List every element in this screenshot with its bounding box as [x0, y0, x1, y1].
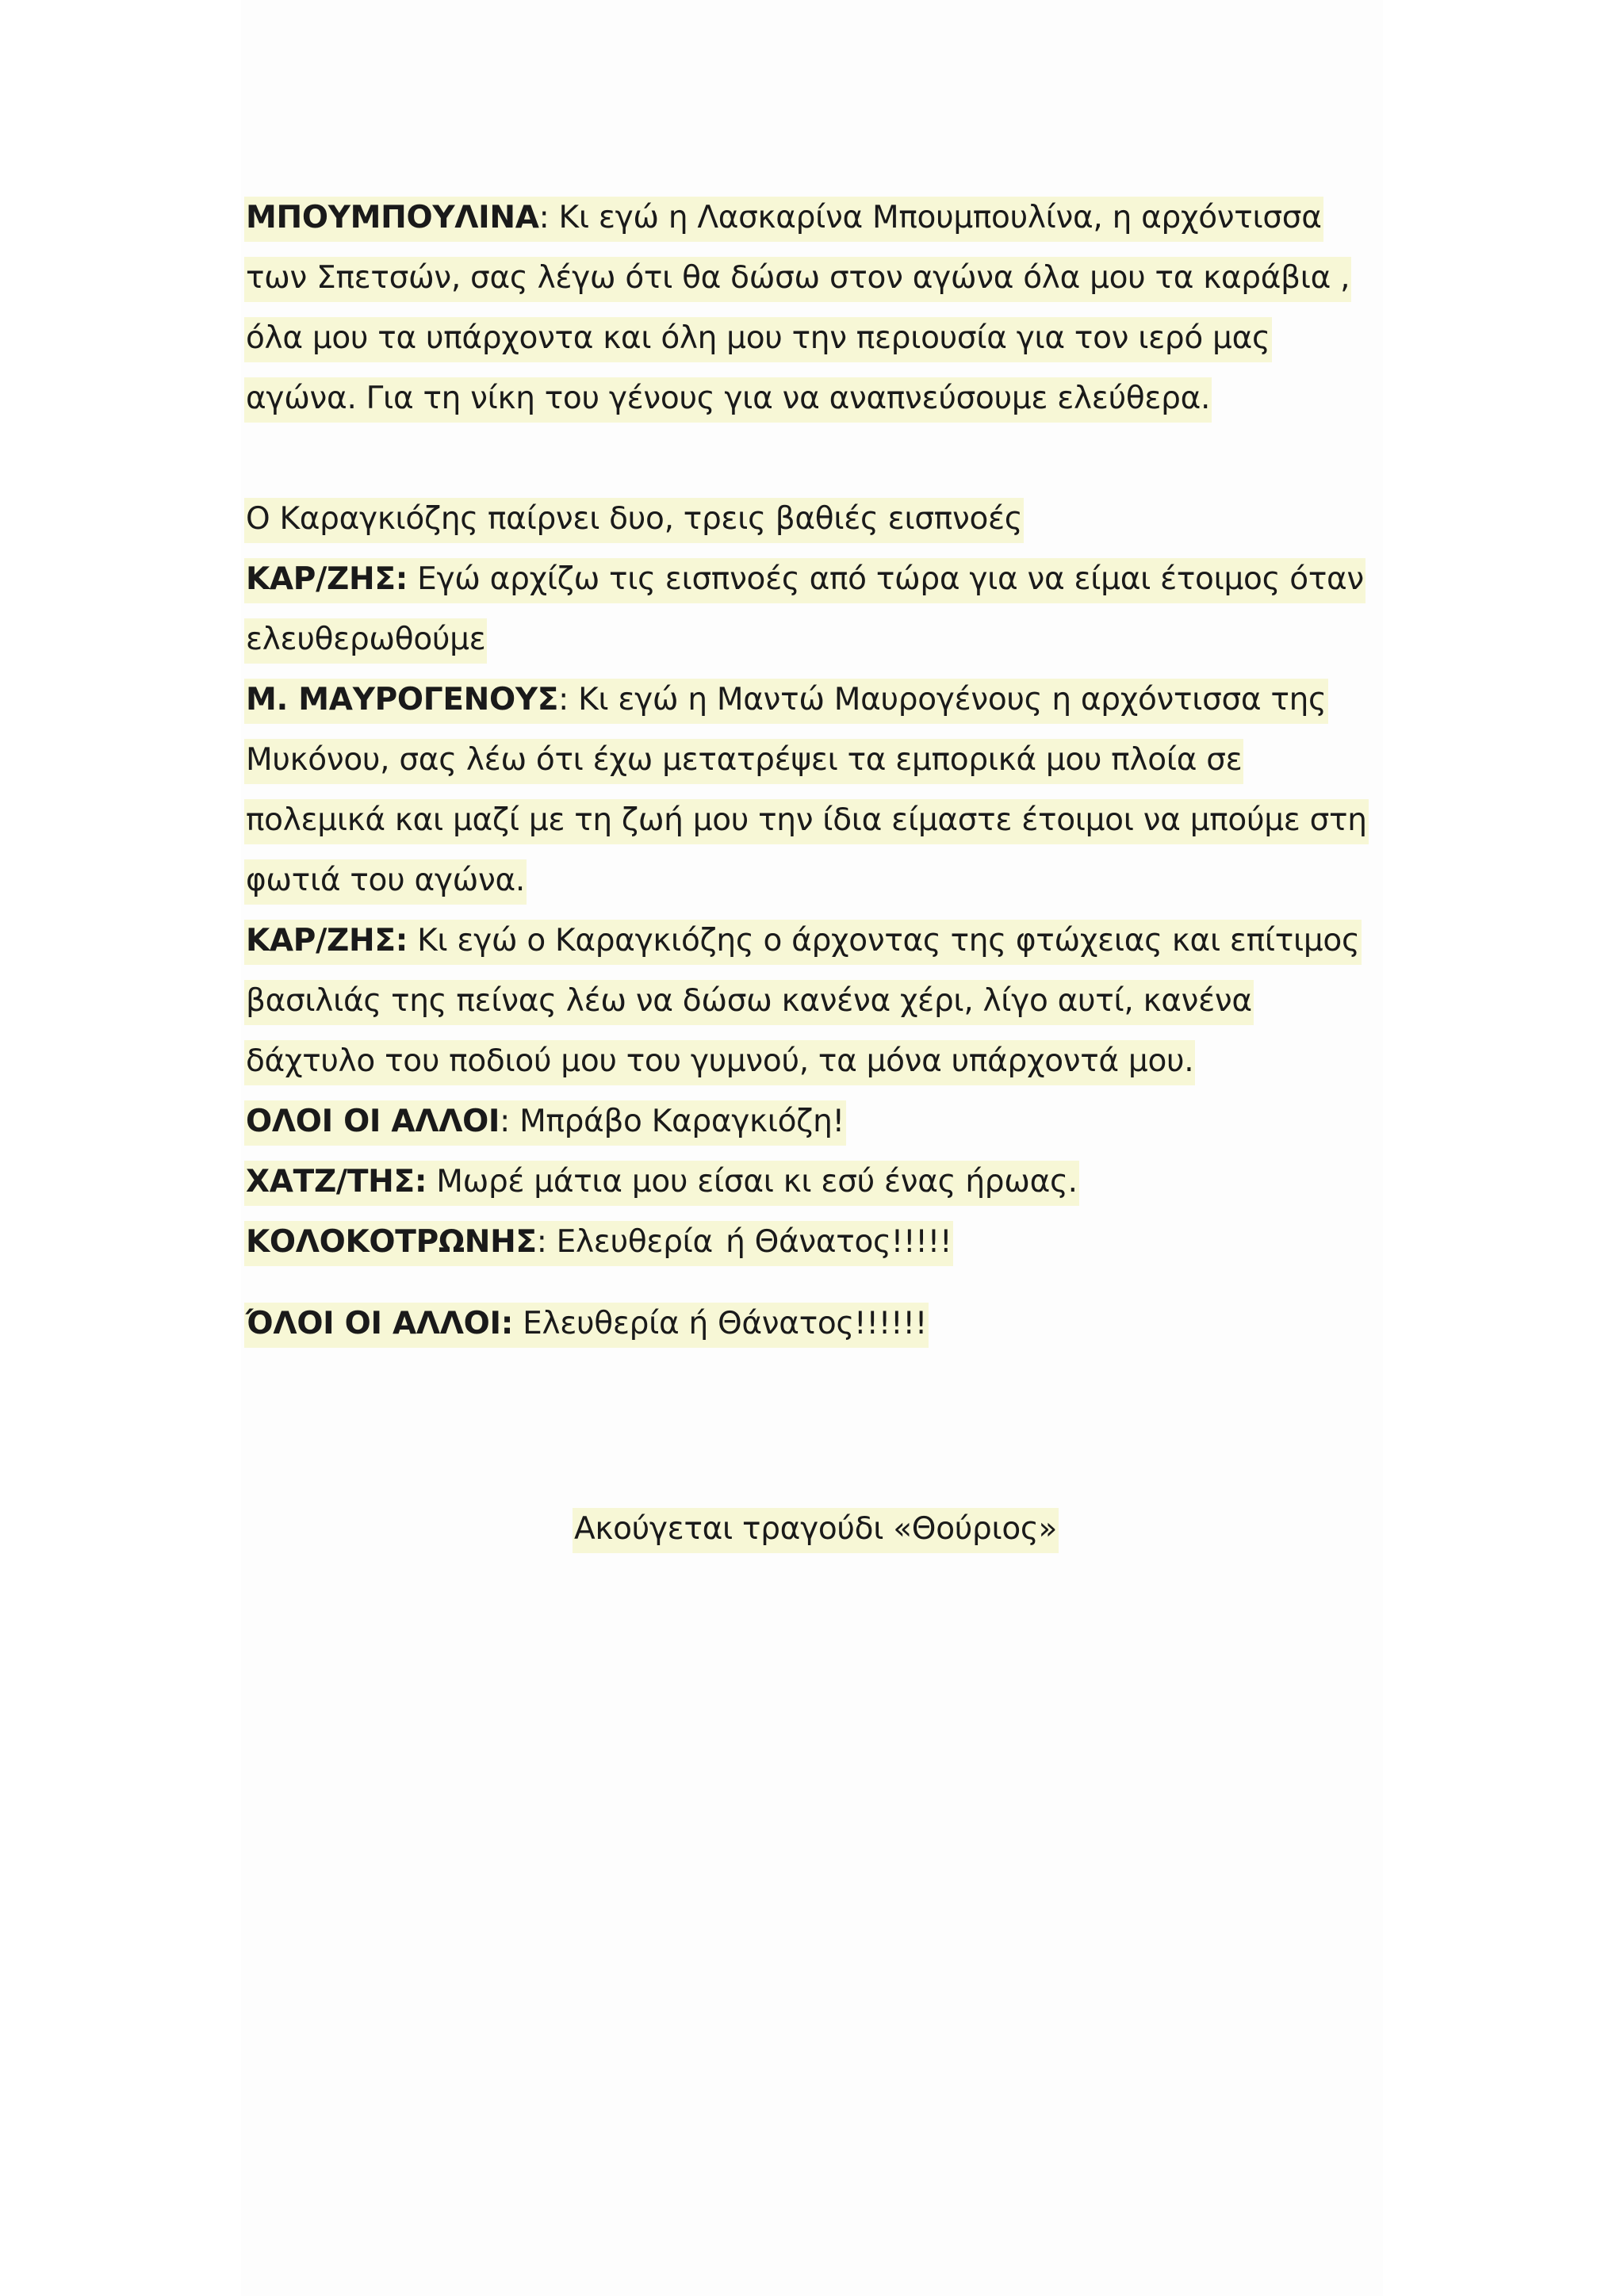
dialogue-text: δάχτυλο του ποδιού μου του γυμνού, τα μόνα υπάρχοντά μου. — [244, 1040, 1195, 1085]
dialogue-text: : Μπράβο Καραγκιόζη! — [500, 1104, 845, 1139]
speaker-name: ΟΛΟΙ ΟΙ ΑΛΛΟΙ — [246, 1104, 500, 1139]
dialogue-text: φωτιά του αγώνα. — [244, 859, 527, 905]
dialogue-text: αγώνα. Για τη νίκη του γένους για να αναπνεύσουμε ελεύθερα. — [244, 377, 1212, 423]
dialogue-text: : Ελευθερία — [536, 1224, 713, 1260]
stage-direction-text: Ο Καραγκιόζης παίρνει δυο, τρεις βαθιές εισπνοές — [244, 498, 1024, 543]
dialogue-line — [244, 1294, 929, 1354]
speaker-name: ΌΛΟΙ ΟΙ ΑΛΛΟΙ: — [246, 1306, 514, 1341]
dialogue-line — [244, 851, 527, 911]
dialogue-text: Ελευθερία ή Θάνατος!!!!!! — [513, 1306, 928, 1341]
speaker-name: ΚΟΛΟΚΟΤΡΩΝΗΣ — [246, 1224, 537, 1260]
dialogue-text: των Σπετσών, σας λέγω ότι θα δώσω στον αγώνα όλα μου τα καράβια , — [244, 257, 1351, 302]
dialogue-text: πολεμικά και μαζί με τη ζωή μου την ίδια είμαστε έτοιμοι να μπούμε στη — [244, 799, 1369, 844]
speaker-name: ΧΑΤΖ/ΤΗΣ: — [246, 1164, 427, 1200]
dialogue-line — [244, 971, 1254, 1031]
dialogue-line — [244, 1092, 846, 1152]
stage-direction — [244, 489, 1024, 549]
dialogue-line — [244, 610, 487, 670]
dialogue-line — [244, 1212, 953, 1272]
dialogue-text: : Κι εγώ η Λασκαρίνα Μπουμπουλίνα, η αρχόντισσα — [538, 200, 1322, 235]
speaker-name: ΚΑΡ/ΖΗΣ: — [246, 923, 408, 959]
speaker-name: ΜΠΟΥΜΠΟΥΛΙΝΑ — [246, 200, 539, 235]
dialogue-line — [244, 730, 1243, 790]
dialogue-text: όλα μου τα υπάρχοντα και όλη μου την περιουσία για τον ιερό μας — [244, 317, 1272, 362]
dialogue-line — [244, 308, 1272, 369]
dialogue-text: : Κι εγώ η Μαντώ Μαυρογένους η αρχόντισσα της — [558, 682, 1327, 718]
dialogue-line — [244, 670, 1328, 730]
dialogue-line — [244, 911, 1362, 971]
dialogue-line — [244, 549, 1365, 610]
dialogue-text: ή Θάνατος!!!!! — [714, 1221, 953, 1266]
speaker-name: Μ. ΜΑΥΡΟΓΕΝΟΥΣ — [246, 682, 559, 718]
closing-stage-direction — [573, 1499, 1059, 1559]
dialogue-text: Κι εγώ ο Καραγκιόζης ο άρχοντας της φτώχειας και επίτιμος — [408, 923, 1360, 959]
dialogue-text: Μωρέ μάτια μου είσαι κι εσύ ένας ήρωας. — [427, 1164, 1078, 1200]
dialogue-line — [244, 248, 1351, 308]
dialogue-text: Μυκόνου, σας λέω ότι έχω μετατρέψει τα εμπορικά μου πλοία σε — [244, 739, 1243, 784]
dialogue-text: Εγώ αρχίζω τις εισπνοές από τώρα για να είμαι έτοιμος όταν — [408, 561, 1364, 597]
dialogue-text: ελευθερωθούμε — [244, 618, 487, 664]
dialogue-line — [244, 369, 1212, 429]
dialogue-line — [244, 790, 1369, 851]
stage-direction-text: Ακούγεται τραγούδι «Θούριος» — [573, 1508, 1059, 1553]
speaker-name: ΚΑΡ/ΖΗΣ: — [246, 561, 408, 597]
dialogue-text: βασιλιάς της πείνας λέω να δώσω κανένα χέρι, λίγο αυτί, κανένα — [244, 980, 1254, 1025]
dialogue-line — [244, 1152, 1079, 1212]
dialogue-line — [244, 188, 1323, 248]
dialogue-line — [244, 1031, 1195, 1092]
